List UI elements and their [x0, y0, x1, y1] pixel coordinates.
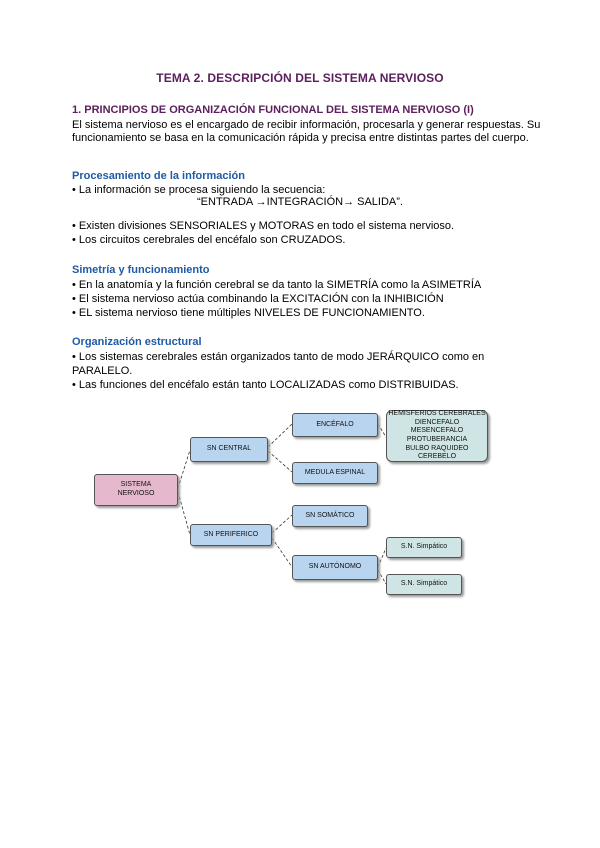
list-item: PROTUBERANCIA [406, 436, 468, 443]
node-label: SN PERIFERICO [203, 530, 259, 538]
node-sn-autonomo [292, 555, 378, 580]
list-item: HEMISFERIOS CEREBRALES [388, 410, 486, 418]
subheading-procesamiento: Procesamiento de la información [72, 170, 245, 182]
list-item: MESENCEFALO [410, 427, 464, 435]
node-encefalo [292, 413, 378, 437]
node-sn-periferico [190, 524, 272, 546]
node-label: SN SOMÁTICO [305, 511, 355, 519]
list-item: DIENCEFALO [414, 418, 460, 426]
connector-root-periferico [178, 492, 190, 535]
list-item: • Los circuitos cerebrales del encéfalo son CRUZADOS. [72, 234, 346, 247]
list-item: BULBO RAQUIDEO [405, 444, 469, 452]
list-item: • El sistema nervioso actúa combinando la EXCITACIÓN con la INHIBICIÓN [72, 293, 444, 306]
simetria-list [72, 278, 542, 321]
node-encefalo-parts [386, 410, 488, 462]
list-item: • EL sistema nervioso tiene múltiples NIVELES DE FUNCIONAMIENTO. [72, 307, 425, 320]
node-sn-central [190, 437, 268, 462]
node-label: SN CENTRAL [206, 445, 252, 453]
node-label: SN AUTÓNOMO [308, 563, 362, 571]
connector-periferico-somatico [272, 515, 292, 533]
subheading-simetria: Simetría y funcionamiento [72, 264, 210, 276]
node-medula-espinal [292, 462, 378, 484]
node-label: SISTEMA NERVIOSO [117, 481, 155, 497]
node-sn-somatico [292, 505, 368, 527]
connector-autonomo-simpatico [378, 548, 386, 567]
node-label: S.N. Simpático [400, 580, 448, 588]
node-label: ENCÉFALO [316, 420, 354, 428]
organizacion-list [72, 350, 542, 393]
node-sistema-nervioso [94, 474, 178, 506]
encefalo-parts-list [388, 410, 485, 462]
section-title: 1. PRINCIPIOS DE ORGANIZACIÓN FUNCIONAL DEL SISTEMA NERVIOSO (I) [72, 104, 474, 116]
connector-central-medula [268, 451, 292, 472]
connector-central-encefalo [268, 424, 292, 447]
subheading-organizacion: Organización estructural [72, 336, 202, 348]
connector-autonomo-simpatico2 [378, 570, 386, 584]
list-item: • Los sistemas cerebrales están organizados tanto de modo JERÁRQUICO como en PARALELO. [72, 351, 485, 378]
list-item: • Existen divisiones SENSORIALES y MOTORAS en todo el sistema nervioso. [72, 220, 455, 232]
list-item: • La información se procesa siguiendo la secuencia: [72, 184, 326, 196]
procesamiento-list-2 [72, 219, 542, 247]
intro-paragraph: El sistema nervioso es el encargado de recibir información, procesarla y generar respuestas. Su funcionamiento se basa en la comunicación rápida y precisa entre distintas partes del cuerpo. [72, 119, 541, 145]
node-sn-simpatico [386, 537, 462, 558]
connector-root-central [178, 450, 190, 488]
list-item: • Las funciones del encéfalo están tanto LOCALIZADAS como DISTRIBUIDAS. [72, 379, 459, 392]
connector-encefalo-parts [378, 424, 386, 437]
list-item: • En la anatomía y la función cerebral se da tanto la SIMETRÍA como la ASIMETRÍA [72, 279, 482, 291]
node-label: MEDULA ESPINAL [304, 468, 366, 476]
list-item: CEREBELO [417, 453, 457, 461]
connector-periferico-autonomo [272, 538, 292, 567]
page-title: TEMA 2. DESCRIPCIÓN DEL SISTEMA NERVIOSO [156, 71, 444, 85]
node-sn-simpatico-2 [386, 574, 462, 595]
sequence-text: “ENTRADA →INTEGRACIÓN→ SALIDA”. [197, 196, 403, 208]
node-label: S.N. Simpático [400, 543, 448, 551]
